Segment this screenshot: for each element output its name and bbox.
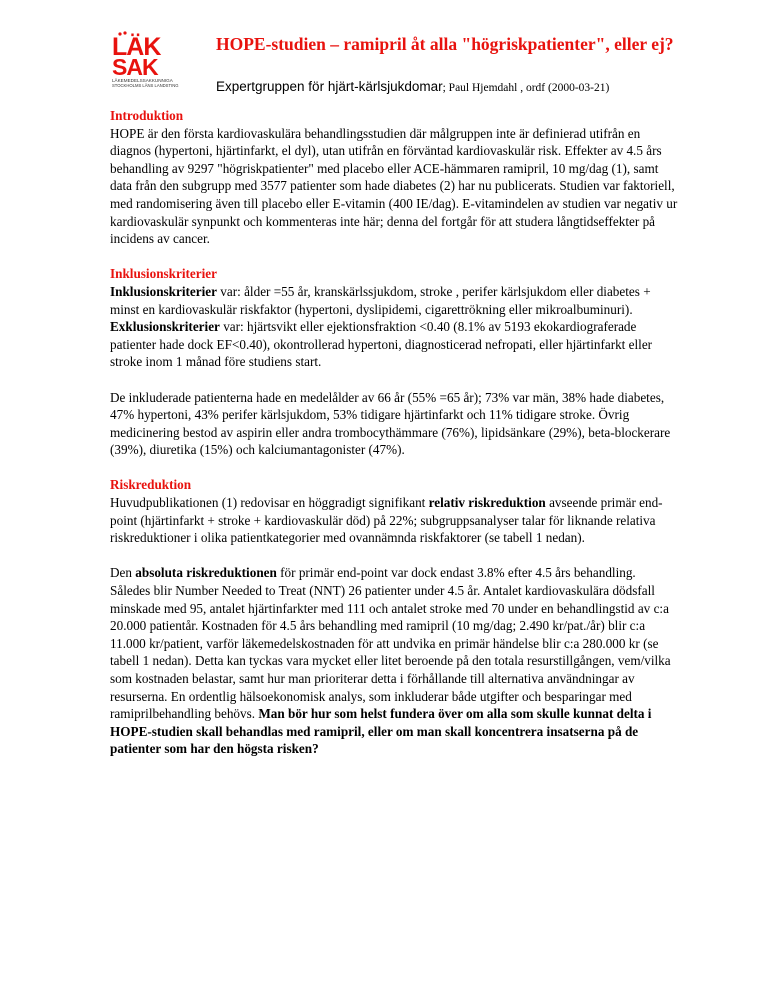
intro-heading: Introduktion (110, 108, 184, 123)
patients-paragraph (110, 389, 678, 459)
byline (216, 79, 716, 94)
concluding-question: Man bör hur som helst fundera över om alla som skulle kunnat delta i HOPE-studien skall behandlas med ramipril, eller om man skall koncentrera insatserna på de patienter som har den högsta risken? (110, 706, 652, 757)
risk-section (110, 476, 678, 546)
intro-section (110, 107, 678, 248)
logo-caption-line1: LÄKEMEDELSSAKKUNNIGA (112, 78, 173, 83)
exclusion-label: Exklusionskriterier (110, 319, 220, 335)
intro-text: HOPE är den första kardiovaskulära behandlingsstudien där målgruppen inte är definierad utifrån en diagnos (hypertoni, hjärtinfarkt, el dyl), utan utifrån en förväntad kardiovaskulär risk. Effekter av 4.5 års behandling av 9297 "högriskpatienter" med placebo eller ACE-hämmaren ramipril, 10 mg/dag (1), samt data från den subgrupp med 3577 patienter som hade diabetes (2) har nu publicerats. Studien var faktoriell, med randomisering även till placebo eller E-vitamin (400 IE/dag). E-vitamindelen av studien var negativ ur kardiovaskulär synpunkt och kommenteras inte här; denna del fortgår för att studera långtidseffekter på incidens av cancer. (110, 125, 678, 247)
risk-p2-pre: Den (110, 565, 136, 581)
risk-p2-post: för primär end-point var dock endast 3.8% efter 4.5 års behandling. Således blir Number Needed to Treat (NNT) 26 patienter under 4.5 år. Antalet kardiovaskulära dödsfall minskade med 95, antalet hjärtinfarkter med 111 och antalet stroke med 70 under en behandlingstid av c:a 20.000 patientår. Kostnaden för 4.5 års behandling med ramipril (10 mg/dag; 2.490 kr/pat./år) blir c:a 11.000 kr/patient, varför läkemedelskostnaden för att undvika en primär händelse blir c:a 280.000 kr (se tabell 1 nedan). Detta kan tyckas vara mycket eller litet beroende på den totala resurstillgången, vem/vilka som kostnaden belastar, samt hur man prioriterar detta i förhållande till alternativa användningar av resurserna. En ordentlig hälsoekonomisk analys, som inkluderar både utgifter och besparingar med ramiprilbehandling behövs. (110, 565, 671, 722)
logo-top-text: LÄK (112, 33, 161, 61)
document-body (110, 107, 678, 776)
patients-text: De inkluderade patienterna hade en medelålder av 66 år (55% =65 år); 73% var män, 38% hade diabetes, 47% hypertoni, 43% perifer kärlsjukdom, 53% tidigare hjärtinfarkt och 11% tidigare stroke. Övrig medicinering bestod av aspirin eller andra trombocythämmare (76%), lipidsänkare (29%), beta-blockerare (39%), diuretika (15%) och kalciumantagonister (47%). (110, 389, 671, 458)
inclusion-section (110, 265, 678, 371)
author-info: ; Paul Hjemdahl , ordf (2000-03-21) (442, 82, 610, 94)
exclusion-text: var: hjärtsvikt eller ejektionsfraktion <0.40 (8.1% av 5193 ekokardiograferade patienter hade dock EF<0.40), okontrollerad hypertoni, diagnosticerad nefropati, eller hjärtinfarkt eller stroke inom 1 månad före studiens start. (110, 319, 653, 370)
absolute-risk-term: absoluta riskreduktionen (135, 565, 277, 581)
absolute-risk-paragraph (110, 564, 678, 758)
logo-caption-line2: STOCKHOLMS LÄNS LANDSTING (112, 83, 179, 88)
inclusion-heading: Inklusionskriterier (110, 266, 217, 282)
expert-group: Expertgruppen för hjärt-kärlsjukdomar (216, 79, 443, 94)
risk-p1-post: avseende primär end-point (hjärtinfarkt + stroke + kardiovaskulär död) på 22%; subgruppsanalyser talar för liknande relativa riskreduktioner i olika patientkategorier med ovannämnda riskfaktorer (se tabell 1 nedan). (110, 495, 663, 546)
inclusion-label: Inklusionskriterier (110, 283, 217, 299)
logo-bottom-text: SAK (112, 54, 158, 80)
risk-p1-pre: Huvudpublikationen (1) redovisar en höggradigt signifikant (110, 495, 429, 511)
page-title: HOPE-studien – ramipril åt alla "högriskpatienter", eller ej? (216, 34, 674, 54)
risk-heading: Riskreduktion (110, 477, 192, 493)
relative-risk-term: relativ riskreduktion (428, 495, 546, 511)
lakemedelssakkunniga-logo (110, 30, 206, 90)
inclusion-text: var: ålder =55 år, kranskärlssjukdom, stroke , perifer kärlsjukdom eller diabetes + minst en kardiovaskulär riskfaktor (hypertoni, dyslipidemi, cigarettrökning eller mikroalbuminuri). (110, 283, 651, 317)
